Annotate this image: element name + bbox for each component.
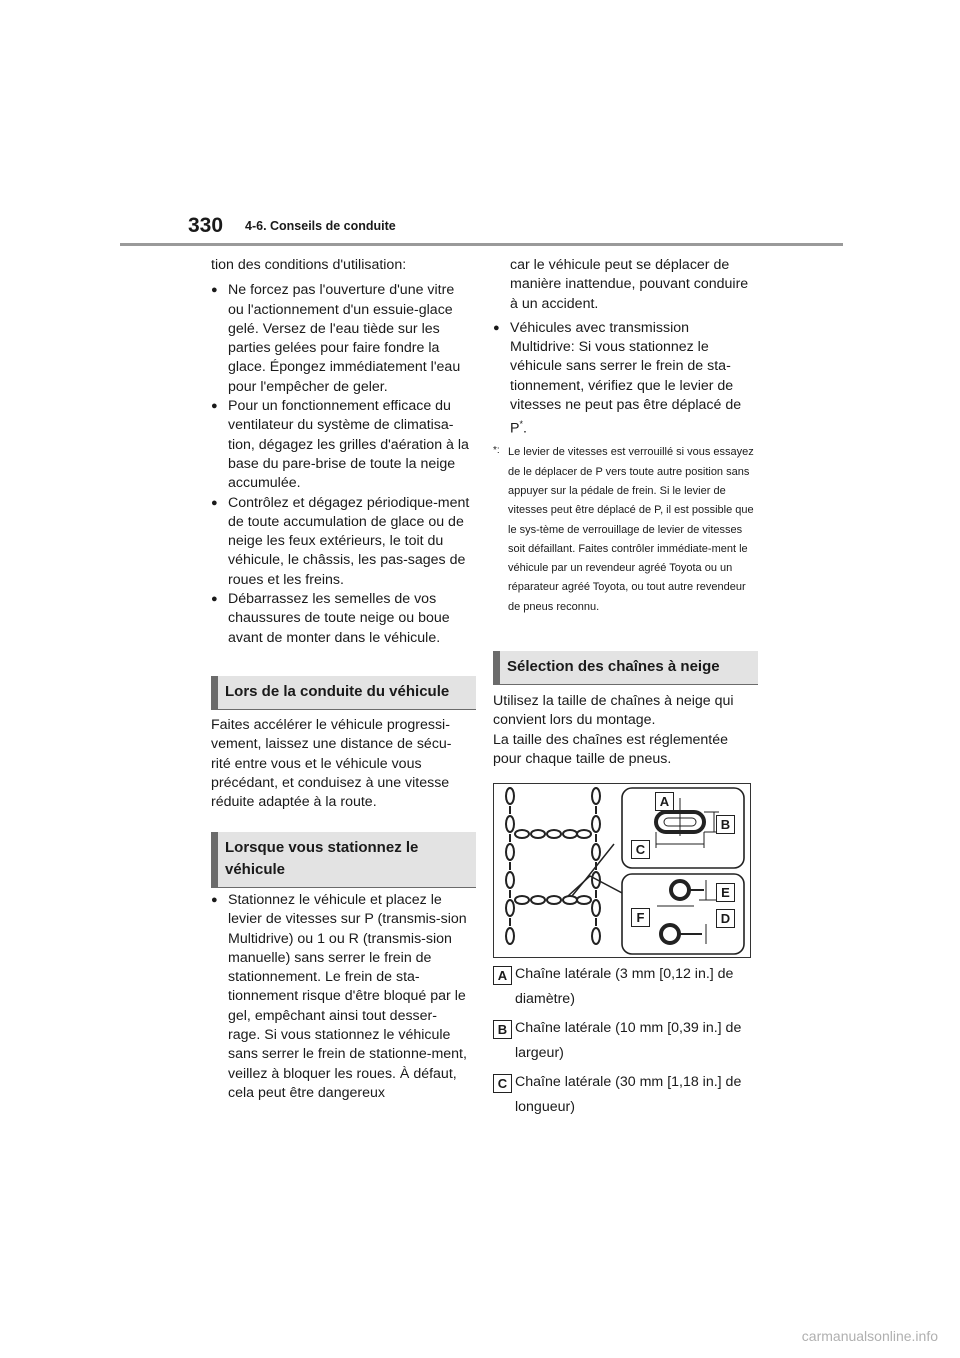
footnote-ref: * <box>519 419 523 430</box>
label-c: C <box>631 840 650 859</box>
label-a: A <box>655 792 674 811</box>
legend-item <box>493 962 755 1012</box>
page-number: 330 <box>188 214 224 237</box>
header-rule <box>120 243 843 246</box>
legend-letter: A <box>493 966 512 985</box>
bullet-item: ● Débarrassez les semelles de vos chaussures de toute neige ou boue avant de monter dans le véhicule. <box>211 590 471 648</box>
footnote-mark: *: <box>493 445 500 457</box>
vertical-chain-left <box>506 788 514 944</box>
bullet-item: ● Contrôlez et dégagez périodique-ment de toute accumulation de glace ou de neige les feux extérieurs, le toit du véhicule, le châssis, les pas-sages de roues et les freins. <box>211 494 471 590</box>
legend-item <box>493 1016 755 1066</box>
continued-text: car le véhicule peut se déplacer de manière inattendue, pouvant conduire à un accident. <box>510 257 749 312</box>
legend <box>493 962 755 1124</box>
label-e: E <box>716 883 735 902</box>
heading-chains: Sélection des chaînes à neige <box>493 651 758 685</box>
bullet-item <box>493 319 755 440</box>
legend-text: Chaîne latérale (3 mm [0,12 in.] de diamètre) <box>515 966 734 1007</box>
bullet-item: ● Pour un fonctionnement efficace du ventilateur du système de climatisa-tion, dégagez les grilles d'aération à la base du pare-brise de toute la neige accumulée. <box>211 397 471 493</box>
right-column <box>493 256 755 617</box>
legend-text: Chaîne latérale (10 mm [0,39 in.] de largeur) <box>515 1020 742 1061</box>
legend-letter: C <box>493 1074 512 1093</box>
bullet-item: ● Stationnez le véhicule et placez le levier de vitesses sur P (transmis-sion Multidrive) ou 1 ou R (transmis-sion manuelle) sans serrer le frein de stationnement. Le frein de sta-tionnement risque d'être bloqué par le gel, empêchant ainsi tout desser-rage. Si vous stationnez le véhicule sans serrer le frein de stationne-ment, veillez à bloquer les roues. À défaut, cela peut être dangereux <box>211 891 469 1103</box>
multidrive-text: Véhicules avec transmission Multidrive: Si vous stationnez le véhicule sans serrer le frein de sta-tionnement, vérifiez que le levier de vitesses ne peut pas être déplacé de P <box>510 319 742 438</box>
heading-parking: Lorsque vous stationnez le véhicule <box>211 832 476 888</box>
horizontal-chain-top <box>515 830 591 838</box>
driving-text <box>211 716 469 812</box>
label-f: F <box>631 908 650 927</box>
driving-paragraph: Faites accélérer le véhicule progressi-vement, laissez une distance de sécu-rité entre vous et le véhicule vous précédant, et conduisez à une vitesse réduite adaptée à la route. <box>211 717 452 811</box>
chains-text <box>493 692 755 769</box>
legend-text: Chaîne latérale (30 mm [1,18 in.] de longueur) <box>515 1074 742 1115</box>
left-column <box>211 256 471 648</box>
heading-driving: Lors de la conduite du véhicule <box>211 676 476 710</box>
legend-letter: B <box>493 1020 512 1039</box>
section-title: 4-6. Conseils de conduite <box>245 219 396 233</box>
label-d: D <box>716 909 735 928</box>
chains-paragraph: Utilisez la taille de chaînes à neige qui convient lors du montage. La taille des chaînes est réglementée pour chaque taille de pneus. <box>493 693 734 767</box>
parking-text <box>211 891 469 1103</box>
period: . <box>522 421 527 438</box>
snow-chain-figure <box>493 783 751 958</box>
legend-item <box>493 1070 755 1120</box>
footnote-text: Le levier de vitesses est verrouillé si vous essayez de le déplacer de P vers toute autre position sans appuyer sur la pédale de frein. Si le levier de vitesses peut être déplacé de P, il est possible que le sys-tème de verrouillage de levier de vitesses soit défaillant. Faites contrôler immédiate-ment le véhicule par un revendeur agréé Toyota ou un réparateur agréé Toyota, ou tout autre revendeur de pneus reconnu. <box>508 446 754 613</box>
snow-chain-illustration <box>494 784 750 957</box>
intro-text: tion des conditions d'utilisation: <box>211 257 407 273</box>
horizontal-chain-bottom <box>515 896 591 904</box>
watermark: carmanualsonline.info <box>801 1328 938 1344</box>
footnote <box>493 443 755 617</box>
label-b: B <box>716 815 735 834</box>
bullet-item: ● Ne forcez pas l'ouverture d'une vitre ou l'actionnement d'un essuie-glace gelé. Versez de l'eau tiède sur les parties gelées pour faire fondre la glace. Épongez immédiatement l'eau pour l'empêcher de geler. <box>211 281 471 397</box>
